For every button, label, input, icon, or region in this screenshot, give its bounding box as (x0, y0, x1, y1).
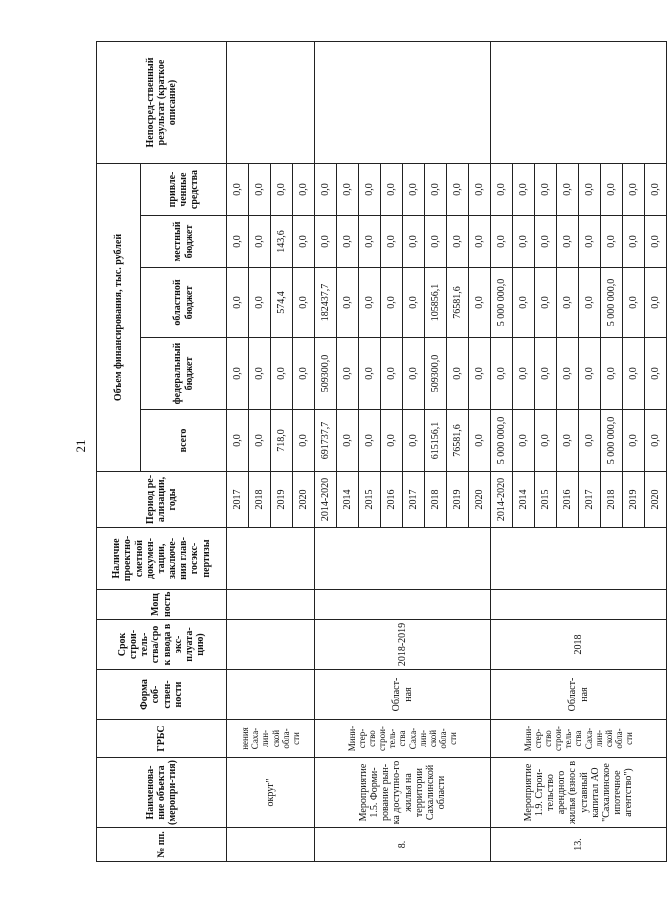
cell-local: 0,0 (579, 216, 601, 268)
cell-year: 2018 (425, 472, 447, 528)
cell-total: 615156,1 (425, 410, 447, 472)
header-grbs: ГРБС (97, 720, 227, 758)
cell-federal: 509300,0 (425, 338, 447, 410)
cell-total: 5 000 000,0 (601, 410, 623, 472)
cell-year: 2016 (381, 472, 403, 528)
item-capacity (315, 590, 491, 620)
cell-attracted: 0,0 (425, 164, 447, 216)
cell-attracted: 0,0 (315, 164, 337, 216)
cell-local: 0,0 (469, 216, 491, 268)
cell-regional: 0,0 (579, 268, 601, 338)
cell-local: 0,0 (249, 216, 271, 268)
cell-federal: 0,0 (447, 338, 469, 410)
cell-year: 2020 (469, 472, 491, 528)
item-expertise (315, 528, 491, 590)
header-funding: Объем финансирования, тыс. рублей (97, 164, 141, 472)
cell-attracted: 0,0 (293, 164, 315, 216)
cell-total: 0,0 (469, 410, 491, 472)
cell-attracted: 0,0 (469, 164, 491, 216)
cell-local: 0,0 (337, 216, 359, 268)
header-expertise: Наличие проектно-сметной докумен-тации, заключе-ния глав-госэкс-пертизы (97, 528, 227, 590)
cell-regional: 182437,7 (315, 268, 337, 338)
cont-result-cell (227, 42, 315, 164)
cell-total: 718,0 (271, 410, 293, 472)
cell-year: 2018 (601, 472, 623, 528)
item-no: 13. (491, 828, 667, 862)
cont-expertise-cell (227, 528, 315, 590)
cell-regional: 0,0 (513, 268, 535, 338)
cell-regional: 0,0 (381, 268, 403, 338)
cell-year: 2015 (535, 472, 557, 528)
cell-year: 2016 (557, 472, 579, 528)
cell-regional: 0,0 (645, 268, 667, 338)
item-grbs: Мини-стер-ство строи-тель-ства Саха-лин-ской обла-сти (491, 720, 667, 758)
cell-total: 0,0 (579, 410, 601, 472)
table-row (315, 42, 337, 862)
item-term: 2018-2019 (315, 620, 491, 670)
cell-local: 0,0 (645, 216, 667, 268)
header-attracted: привле-ченные средства (141, 164, 227, 216)
cell-attracted: 0,0 (359, 164, 381, 216)
rotated-table-container (96, 42, 661, 862)
header-capacity: Мощ ность (97, 590, 227, 620)
table-row (227, 42, 249, 862)
item-ownership: Област-ная (491, 670, 667, 720)
header-row-1 (97, 42, 141, 862)
cell-federal: 0,0 (337, 338, 359, 410)
cell-year: 2019 (623, 472, 645, 528)
cell-federal: 0,0 (249, 338, 271, 410)
cell-attracted: 0,0 (381, 164, 403, 216)
cell-local: 0,0 (315, 216, 337, 268)
item-result (491, 42, 667, 164)
item-expertise (491, 528, 667, 590)
cell-attracted: 0,0 (513, 164, 535, 216)
cell-attracted: 0,0 (227, 164, 249, 216)
cell-year: 2017 (227, 472, 249, 528)
item-no: 8. (315, 828, 491, 862)
cell-federal: 0,0 (535, 338, 557, 410)
cell-federal: 0,0 (403, 338, 425, 410)
funding-table (96, 41, 667, 862)
cell-regional: 5 000 000,0 (491, 268, 513, 338)
cell-local: 0,0 (513, 216, 535, 268)
cell-regional: 0,0 (359, 268, 381, 338)
cont-term-cell (227, 620, 315, 670)
cell-total: 0,0 (557, 410, 579, 472)
cell-local: 0,0 (403, 216, 425, 268)
cell-total: 0,0 (623, 410, 645, 472)
cell-attracted: 0,0 (337, 164, 359, 216)
cell-year: 2014 (513, 472, 535, 528)
cell-federal: 0,0 (513, 338, 535, 410)
cell-total: 691737,7 (315, 410, 337, 472)
cell-federal: 0,0 (491, 338, 513, 410)
cell-federal: 0,0 (601, 338, 623, 410)
header-name: Наименова-ние объекта (меропри-тия) (97, 758, 227, 828)
cont-ownership-cell (227, 670, 315, 720)
cell-year: 2017 (579, 472, 601, 528)
cell-local: 0,0 (623, 216, 645, 268)
cell-regional: 0,0 (293, 268, 315, 338)
cell-attracted: 0,0 (249, 164, 271, 216)
cell-federal: 0,0 (623, 338, 645, 410)
cell-attracted: 0,0 (403, 164, 425, 216)
cell-total: 0,0 (513, 410, 535, 472)
cell-federal: 0,0 (359, 338, 381, 410)
cell-local: 0,0 (491, 216, 513, 268)
cell-attracted: 0,0 (447, 164, 469, 216)
cell-total: 0,0 (337, 410, 359, 472)
cell-year: 2017 (403, 472, 425, 528)
cell-total: 0,0 (359, 410, 381, 472)
cell-regional: 0,0 (337, 268, 359, 338)
cell-local: 0,0 (535, 216, 557, 268)
cell-local: 0,0 (293, 216, 315, 268)
cell-year: 2014-2020 (315, 472, 337, 528)
cell-total: 0,0 (227, 410, 249, 472)
cell-regional: 105856,1 (425, 268, 447, 338)
cell-federal: 0,0 (381, 338, 403, 410)
header-federal: федеральный бюджет (141, 338, 227, 410)
cell-regional: 0,0 (623, 268, 645, 338)
cell-year: 2015 (359, 472, 381, 528)
cell-attracted: 0,0 (557, 164, 579, 216)
cell-regional: 0,0 (227, 268, 249, 338)
cell-regional: 0,0 (249, 268, 271, 338)
cell-year: 2020 (645, 472, 667, 528)
cell-attracted: 0,0 (623, 164, 645, 216)
header-period: Период ре-ализации, годы (97, 472, 227, 528)
cell-local: 143,6 (271, 216, 293, 268)
item-ownership: Област-ная (315, 670, 491, 720)
item-name: Мероприятие 1.9. Строи-тельство арендного жилья (взнос в уставный капитал АО "Сахалинское ипотечное агентство") (491, 758, 667, 828)
cell-federal: 0,0 (469, 338, 491, 410)
page-number: 21 (73, 439, 88, 453)
item-term: 2018 (491, 620, 667, 670)
cell-regional: 0,0 (535, 268, 557, 338)
cell-federal: 0,0 (645, 338, 667, 410)
cell-total: 0,0 (249, 410, 271, 472)
cont-capacity-cell (227, 590, 315, 620)
cell-total: 0,0 (535, 410, 557, 472)
cell-year: 2014-2020 (491, 472, 513, 528)
cell-attracted: 0,0 (491, 164, 513, 216)
item-name: Мероприятие 1.5. Форми-рование рын-ка доступно-го жилья на территории Сахалинской области (315, 758, 491, 828)
cell-federal: 0,0 (557, 338, 579, 410)
header-ownership: Форма соб-ствен-ности (97, 670, 227, 720)
cell-year: 2020 (293, 472, 315, 528)
table-body (97, 42, 667, 862)
cell-year: 2019 (447, 472, 469, 528)
cell-regional: 0,0 (469, 268, 491, 338)
cell-local: 0,0 (381, 216, 403, 268)
cell-regional: 76581,6 (447, 268, 469, 338)
cell-year: 2019 (271, 472, 293, 528)
header-no: № пп. (97, 828, 227, 862)
header-local: местный бюджет (141, 216, 227, 268)
cell-federal: 0,0 (293, 338, 315, 410)
table-row (491, 42, 513, 862)
cell-local: 0,0 (601, 216, 623, 268)
cell-regional: 0,0 (403, 268, 425, 338)
header-term: Срок строи-тель-ства/сро к ввода в экс-плуата-цию) (97, 620, 227, 670)
cell-federal: 0,0 (579, 338, 601, 410)
cell-regional: 5 000 000,0 (601, 268, 623, 338)
cell-local: 0,0 (425, 216, 447, 268)
cell-total: 0,0 (403, 410, 425, 472)
cont-grbs-cell: нения Саха-лин-ской обла-сти (227, 720, 315, 758)
cell-total: 76581,6 (447, 410, 469, 472)
cell-attracted: 0,0 (645, 164, 667, 216)
cell-federal: 509300,0 (315, 338, 337, 410)
cell-regional: 574,4 (271, 268, 293, 338)
cell-total: 0,0 (645, 410, 667, 472)
cell-year: 2014 (337, 472, 359, 528)
cell-attracted: 0,0 (271, 164, 293, 216)
cell-total: 0,0 (293, 410, 315, 472)
item-result (315, 42, 491, 164)
cont-name-cell: округ" (227, 758, 315, 828)
header-total: всего (141, 410, 227, 472)
cell-local: 0,0 (557, 216, 579, 268)
cell-attracted: 0,0 (579, 164, 601, 216)
cell-local: 0,0 (227, 216, 249, 268)
cell-federal: 0,0 (271, 338, 293, 410)
cell-year: 2018 (249, 472, 271, 528)
header-result: Непосред-ственный результат (краткое описание) (97, 42, 227, 164)
cell-attracted: 0,0 (535, 164, 557, 216)
cell-total: 0,0 (381, 410, 403, 472)
header-regional: областной бюджет (141, 268, 227, 338)
item-grbs: Мини-стер-ство строи-тель-ства Саха-лин-ской обла-сти (315, 720, 491, 758)
item-capacity (491, 590, 667, 620)
cell-local: 0,0 (447, 216, 469, 268)
cont-no-cell (227, 828, 315, 862)
cell-federal: 0,0 (227, 338, 249, 410)
cell-regional: 0,0 (557, 268, 579, 338)
cell-attracted: 0,0 (601, 164, 623, 216)
cell-total: 5 000 000,0 (491, 410, 513, 472)
cell-local: 0,0 (359, 216, 381, 268)
